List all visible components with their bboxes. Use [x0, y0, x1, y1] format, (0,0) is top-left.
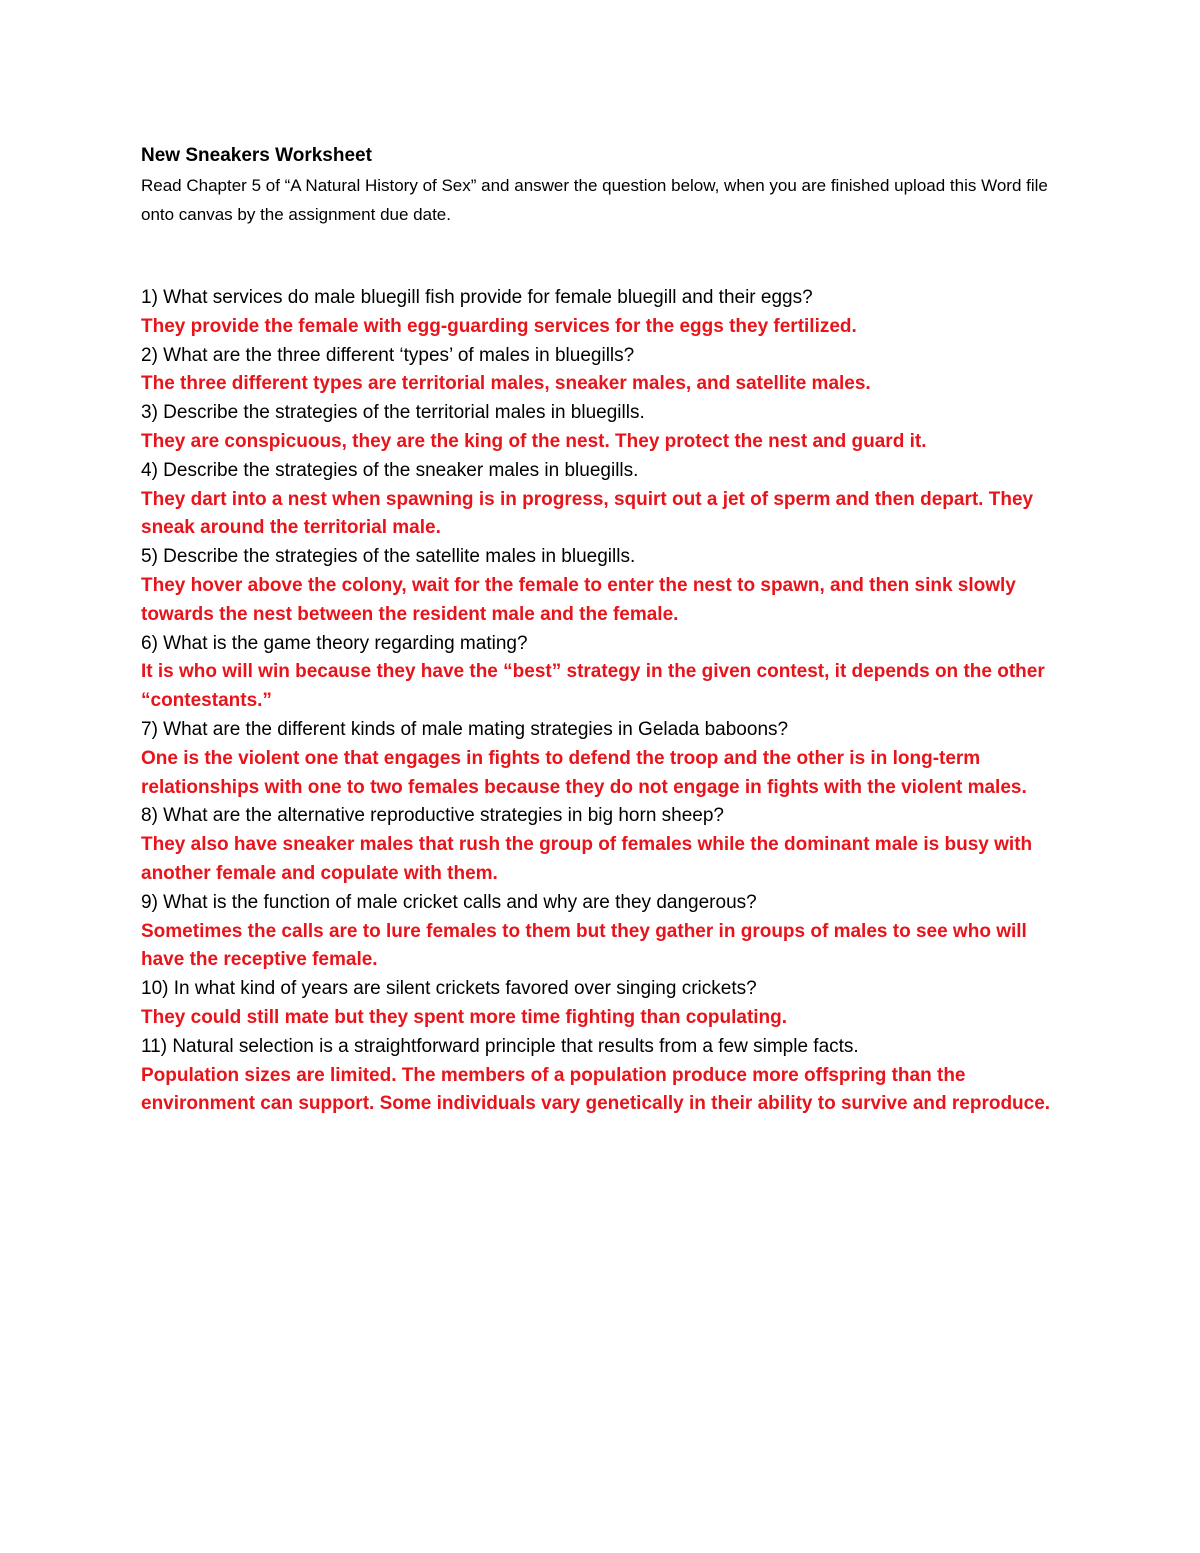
- answer-11: Population sizes are limited. The members of a population produce more offspring than the environment can support. Some individuals vary genetically in their ability to survive and reproduce.: [141, 1064, 1051, 1115]
- question-5: 5) Describe the strategies of the satellite males in bluegills.: [141, 546, 636, 568]
- question-6: 6) What is the game theory regarding mating?: [141, 632, 528, 654]
- question-3: 3) Describe the strategies of the territorial males in bluegills.: [141, 402, 645, 424]
- answer-8: They also have sneaker males that rush the group of females while the dominant male is busy with another female and copulate with them.: [141, 834, 1033, 884]
- question-11: 11) Natural selection is a straightforward principle that results from a few simple facts.: [141, 1035, 859, 1057]
- question-10: 10) In what kind of years are silent crickets favored over singing crickets?: [141, 978, 757, 1000]
- answer-1: They provide the female with egg-guarding services for the eggs they fertilized.: [141, 315, 857, 337]
- question-4: 4) Describe the strategies of the sneaker males in bluegills.: [141, 459, 639, 481]
- question-7: 7) What are the different kinds of male mating strategies in Gelada baboons?: [141, 718, 789, 740]
- answer-7: One is the violent one that engages in fights to defend the troop and the other is in long-term relationships with one to two females because they do not engage in fights with the violent males.: [141, 747, 1027, 798]
- answer-9: Sometimes the calls are to lure females to them but they gather in groups of males to see who will have the receptive female.: [141, 920, 1027, 971]
- question-1: 1) What services do male bluegill fish provide for female bluegill and their eggs?: [141, 287, 813, 308]
- document-intro: Read Chapter 5 of “A Natural History of Sex” and answer the question below, when you are finished upload this Word file onto canvas by the assignment due date.: [141, 176, 1048, 224]
- answer-10: They could still mate but they spent more time fighting than copulating.: [141, 1006, 788, 1028]
- answer-5: They hover above the colony, wait for the female to enter the nest to spawn, and then sink slowly towards the nest between the resident male and the female.: [141, 574, 1016, 625]
- answer-4: They dart into a nest when spawning is in progress, squirt out a jet of sperm and then depart. They sneak around the territorial male.: [141, 488, 1034, 539]
- question-8: 8) What are the alternative reproductive strategies in big horn sheep?: [141, 805, 724, 827]
- question-9: 9) What is the function of male cricket calls and why are they dangerous?: [141, 891, 757, 913]
- answer-3: They are conspicuous, they are the king of the nest. They protect the nest and guard it.: [141, 430, 927, 452]
- qa-list: [141, 284, 1061, 1119]
- answer-6: It is who will win because they have the “best” strategy in the given contest, it depends on the other “contestants.”: [141, 661, 1045, 712]
- answer-2: The three different types are territorial males, sneaker males, and satellite males.: [141, 373, 871, 395]
- document-title: New Sneakers Worksheet: [141, 145, 372, 166]
- document-page: [141, 141, 1061, 1119]
- question-2: 2) What are the three different ‘types’ of males in bluegills?: [141, 344, 635, 366]
